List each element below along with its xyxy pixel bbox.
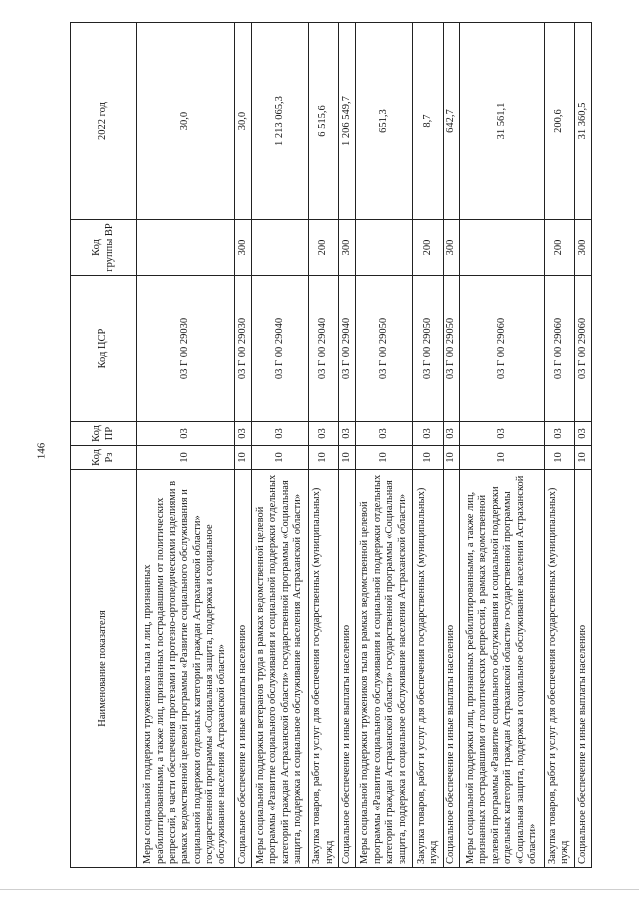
row-year: 31 561,1 (460, 23, 544, 220)
header-year: 2022 год (71, 23, 137, 220)
table-row (308, 23, 338, 868)
header-name: Наименование показателя (71, 470, 137, 868)
row-rz: 10 (443, 446, 460, 470)
row-year: 200,6 (544, 23, 574, 220)
row-rz: 10 (356, 446, 413, 470)
row-csr: 03 Г 00 29050 (413, 276, 443, 422)
table-row (234, 23, 251, 868)
row-year: 1 213 065,3 (251, 23, 308, 220)
row-name: Меры социальной поддержки ветеранов труда в рамках ведомственной целевой программы «Развитие социального обслуживания и социальной поддержки отдельных категорий граждан Астраханской области» государственной программы «Социальная защита, поддержка и социальное обслуживание населения Астраханской области» (251, 470, 308, 868)
row-name: Меры социальной поддержки тружеников тыла в рамках ведомственной целевой программы «Развитие социального обслуживания и социальной поддержки отдельных категорий граждан Астраханской области» государственной программы «Социальная защита, поддержка и социальное обслуживание населения Астраханской области» (356, 470, 413, 868)
row-rz: 10 (339, 446, 356, 470)
table-row (339, 23, 356, 868)
header-vr: Код группы ВР (71, 220, 137, 276)
row-year: 1 206 549,7 (339, 23, 356, 220)
row-pr: 03 (339, 422, 356, 446)
table-row (413, 23, 443, 868)
table-header-row (71, 23, 137, 868)
page-number: 146 (35, 442, 48, 460)
row-rz: 10 (575, 446, 592, 470)
row-name: Социальное обеспечение и иные выплаты населению (575, 470, 592, 868)
row-vr (356, 220, 413, 276)
row-csr: 03 Г 00 29040 (251, 276, 308, 422)
row-vr: 300 (443, 220, 460, 276)
row-rz: 10 (460, 446, 544, 470)
row-vr (251, 220, 308, 276)
budget-table (70, 22, 592, 868)
row-pr: 03 (137, 422, 235, 446)
row-pr: 03 (443, 422, 460, 446)
row-name: Социальное обеспечение и иные выплаты населению (443, 470, 460, 868)
row-vr: 300 (339, 220, 356, 276)
row-pr: 03 (251, 422, 308, 446)
row-pr: 03 (356, 422, 413, 446)
row-pr: 03 (413, 422, 443, 446)
row-year: 651,3 (356, 23, 413, 220)
row-name: Социальное обеспечение и иные выплаты населению (234, 470, 251, 868)
row-rz: 10 (413, 446, 443, 470)
row-rz: 10 (251, 446, 308, 470)
row-pr: 03 (308, 422, 338, 446)
row-year: 8,7 (413, 23, 443, 220)
table-row (356, 23, 413, 868)
row-csr: 03 Г 00 29030 (137, 276, 235, 422)
table-row (575, 23, 592, 868)
row-name: Меры социальной поддержки лиц, признанных реабилитированными, а также лиц, признанных пострадавшими от политических репрессий, в рамках ведомственной целевой программы «Развитие социального обслуживания и социальной поддержки отдельных категорий граждан Астраханской области» государственной программы «Социальная защита, поддержка и социальное обслуживание населения Астраханской области» (460, 470, 544, 868)
row-csr: 03 Г 00 29060 (544, 276, 574, 422)
table-row (443, 23, 460, 868)
table-row (137, 23, 235, 868)
table-row (251, 23, 308, 868)
row-name: Закупка товаров, работ и услуг для обеспечения государственных (муниципальных) нужд (544, 470, 574, 868)
row-csr: 03 Г 00 29050 (356, 276, 413, 422)
row-name: Закупка товаров, работ и услуг для обеспечения государственных (муниципальных) нужд (308, 470, 338, 868)
row-vr: 300 (234, 220, 251, 276)
row-csr: 03 Г 00 29030 (234, 276, 251, 422)
row-pr: 03 (544, 422, 574, 446)
row-vr: 200 (413, 220, 443, 276)
row-year: 642,7 (443, 23, 460, 220)
table-row (544, 23, 574, 868)
row-year: 31 360,5 (575, 23, 592, 220)
scan-edge-line (0, 889, 639, 890)
row-pr: 03 (234, 422, 251, 446)
table-row (460, 23, 544, 868)
row-csr: 03 Г 00 29040 (339, 276, 356, 422)
rotated-table-wrapper (70, 23, 592, 868)
header-pr: Код ПР (71, 422, 137, 446)
row-csr: 03 Г 00 29060 (575, 276, 592, 422)
row-name: Меры социальной поддержки тружеников тыла и лиц, признанных реабилитированными, а также лиц, признанных пострадавшими от политических репрессий, в части обеспечения протезами и протезно-ортопедическими изделиями в рамках ведомственной целевой программы «Развитие социального обслуживания и социальной поддержки отдельных категорий граждан Астраханской области» государственной программы «Социальная защита, поддержка и социальное обслуживание населения Астраханской области» (137, 470, 235, 868)
row-rz: 10 (137, 446, 235, 470)
row-csr: 03 Г 00 29050 (443, 276, 460, 422)
row-vr (460, 220, 544, 276)
row-name: Закупка товаров, работ и услуг для обеспечения государственных (муниципальных) нужд (413, 470, 443, 868)
row-rz: 10 (234, 446, 251, 470)
header-csr: Код ЦСР (71, 276, 137, 422)
row-pr: 03 (460, 422, 544, 446)
row-year: 30,0 (137, 23, 235, 220)
row-vr: 300 (575, 220, 592, 276)
row-vr (137, 220, 235, 276)
row-csr: 03 Г 00 29060 (460, 276, 544, 422)
row-name: Социальное обеспечение и иные выплаты населению (339, 470, 356, 868)
row-vr: 200 (544, 220, 574, 276)
row-vr: 200 (308, 220, 338, 276)
row-year: 6 515,6 (308, 23, 338, 220)
row-csr: 03 Г 00 29040 (308, 276, 338, 422)
row-pr: 03 (575, 422, 592, 446)
row-rz: 10 (544, 446, 574, 470)
row-rz: 10 (308, 446, 338, 470)
header-rz: Код Рз (71, 446, 137, 470)
row-year: 30,0 (234, 23, 251, 220)
